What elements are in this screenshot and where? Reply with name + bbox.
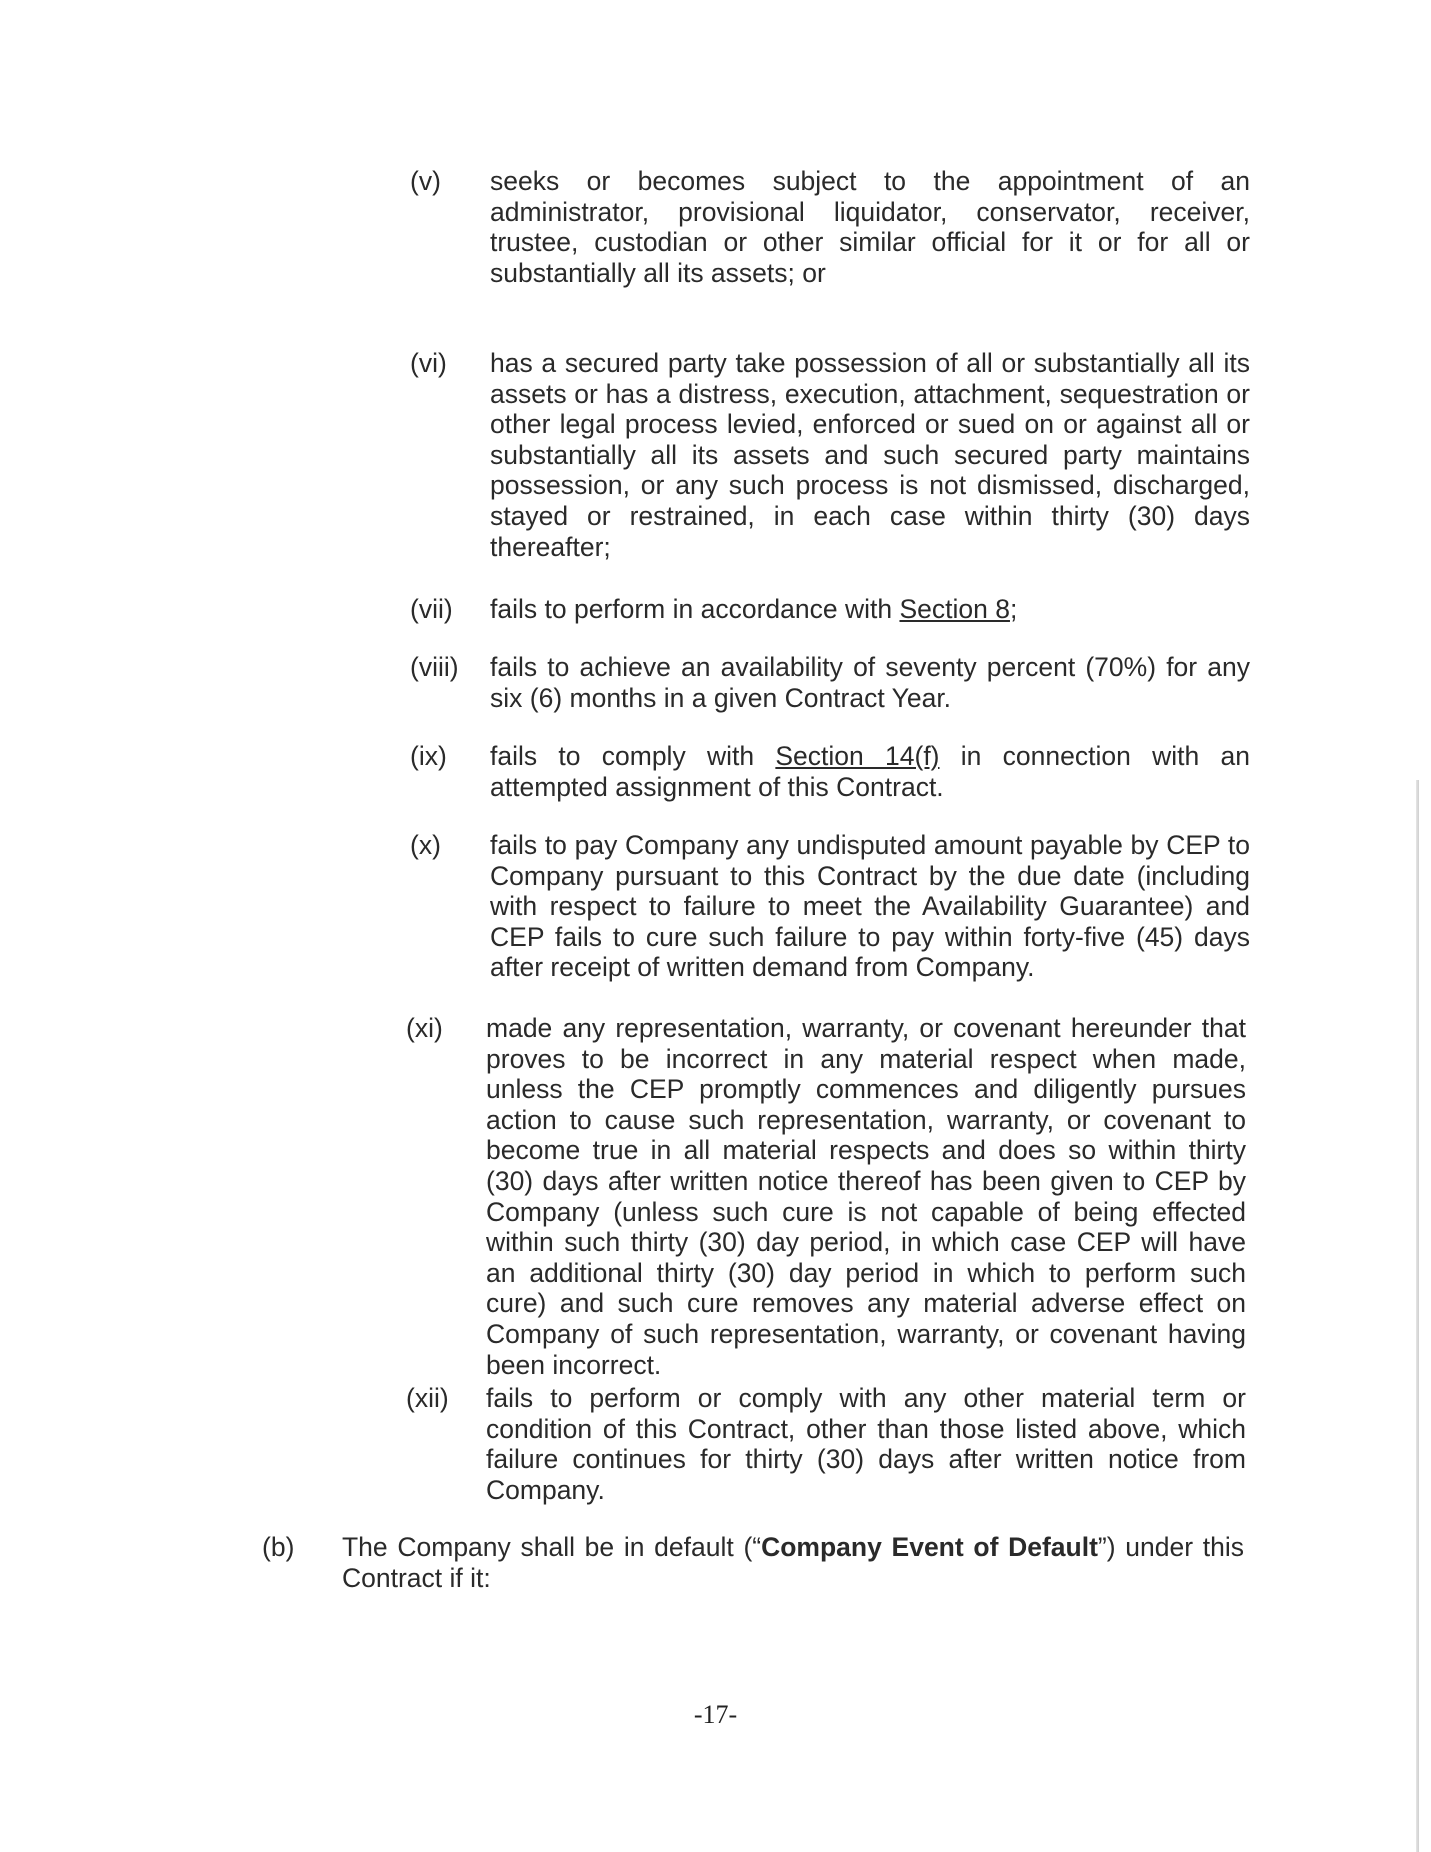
item-marker: (v) xyxy=(410,166,441,196)
item-marker: (xi) xyxy=(406,1013,443,1043)
page-number: -17- xyxy=(693,1700,738,1729)
clause-marker: (b) xyxy=(262,1532,295,1562)
item-text-before: fails to comply with xyxy=(490,741,776,771)
item-text xyxy=(490,594,1250,625)
item-text: fails to achieve an availability of seventy percent (70%) for any six (6) months in a given Contract Year. xyxy=(490,652,1250,713)
scan-edge-shadow xyxy=(1416,780,1419,1852)
item-text: made any representation, warranty, or covenant hereunder that proves to be incorrect in any material respect when made, unless the CEP promptly commences and diligently pursues action to cause such representation, warranty, or covenant to become true in all material respects and does so within thirty (30) days after written notice thereof has been given to CEP by Company (unless such cure is not capable of being effected within such thirty (30) day period, in which case CEP will have an additional thirty (30) day period in which to perform such cure) and such cure removes any material adverse effect on Company of such representation, warranty, or covenant having been incorrect. xyxy=(486,1013,1246,1380)
item-marker: (x) xyxy=(410,830,441,860)
item-text-before: fails to perform in accordance with xyxy=(490,594,900,624)
item-marker: (vii) xyxy=(410,594,453,624)
item-text: fails to pay Company any undisputed amount payable by CEP to Company pursuant to this Contract by the due date (including with respect to failure to meet the Availability Guarantee) and CEP fails to cure such failure to pay within forty-five (45) days after receipt of written demand from Company. xyxy=(490,830,1250,983)
item-text: fails to perform or comply with any other material term or condition of this Contract, other than those listed above, which failure continues for thirty (30) days after written notice from Company. xyxy=(486,1383,1246,1505)
item-marker: (xii) xyxy=(406,1383,449,1413)
defined-term: Company Event of Default xyxy=(761,1532,1098,1562)
item-marker: (vi) xyxy=(410,348,447,378)
item-text: has a secured party take possession of all or substantially all its assets or has a distress, execution, attachment, sequestration or other legal process levied, enforced or sued on or against all or substantially all its assets and such secured party maintains possession, or any such process is not dismissed, discharged, stayed or restrained, in each case within thirty (30) days thereafter; xyxy=(490,348,1250,562)
item-text-after: ; xyxy=(1009,594,1018,624)
item-text xyxy=(490,741,1250,802)
clause-text-after: ”) under this Contract if it: xyxy=(342,1532,1244,1593)
clause-text xyxy=(342,1532,1244,1593)
section-14f-link[interactable]: Section 14(f) xyxy=(775,741,940,771)
clause-text-before: The Company shall be in default (“ xyxy=(342,1532,762,1562)
item-text-after: in connection with an attempted assignment of this Contract. xyxy=(490,741,1250,802)
item-marker: (viii) xyxy=(410,652,459,682)
item-marker: (ix) xyxy=(410,741,447,771)
section-8-link[interactable]: Section 8 xyxy=(899,594,1010,624)
item-text: seeks or becomes subject to the appointment of an administrator, provisional liquidator, conservator, receiver, trustee, custodian or other similar official for it or for all or substantially all its assets; or xyxy=(490,166,1250,288)
